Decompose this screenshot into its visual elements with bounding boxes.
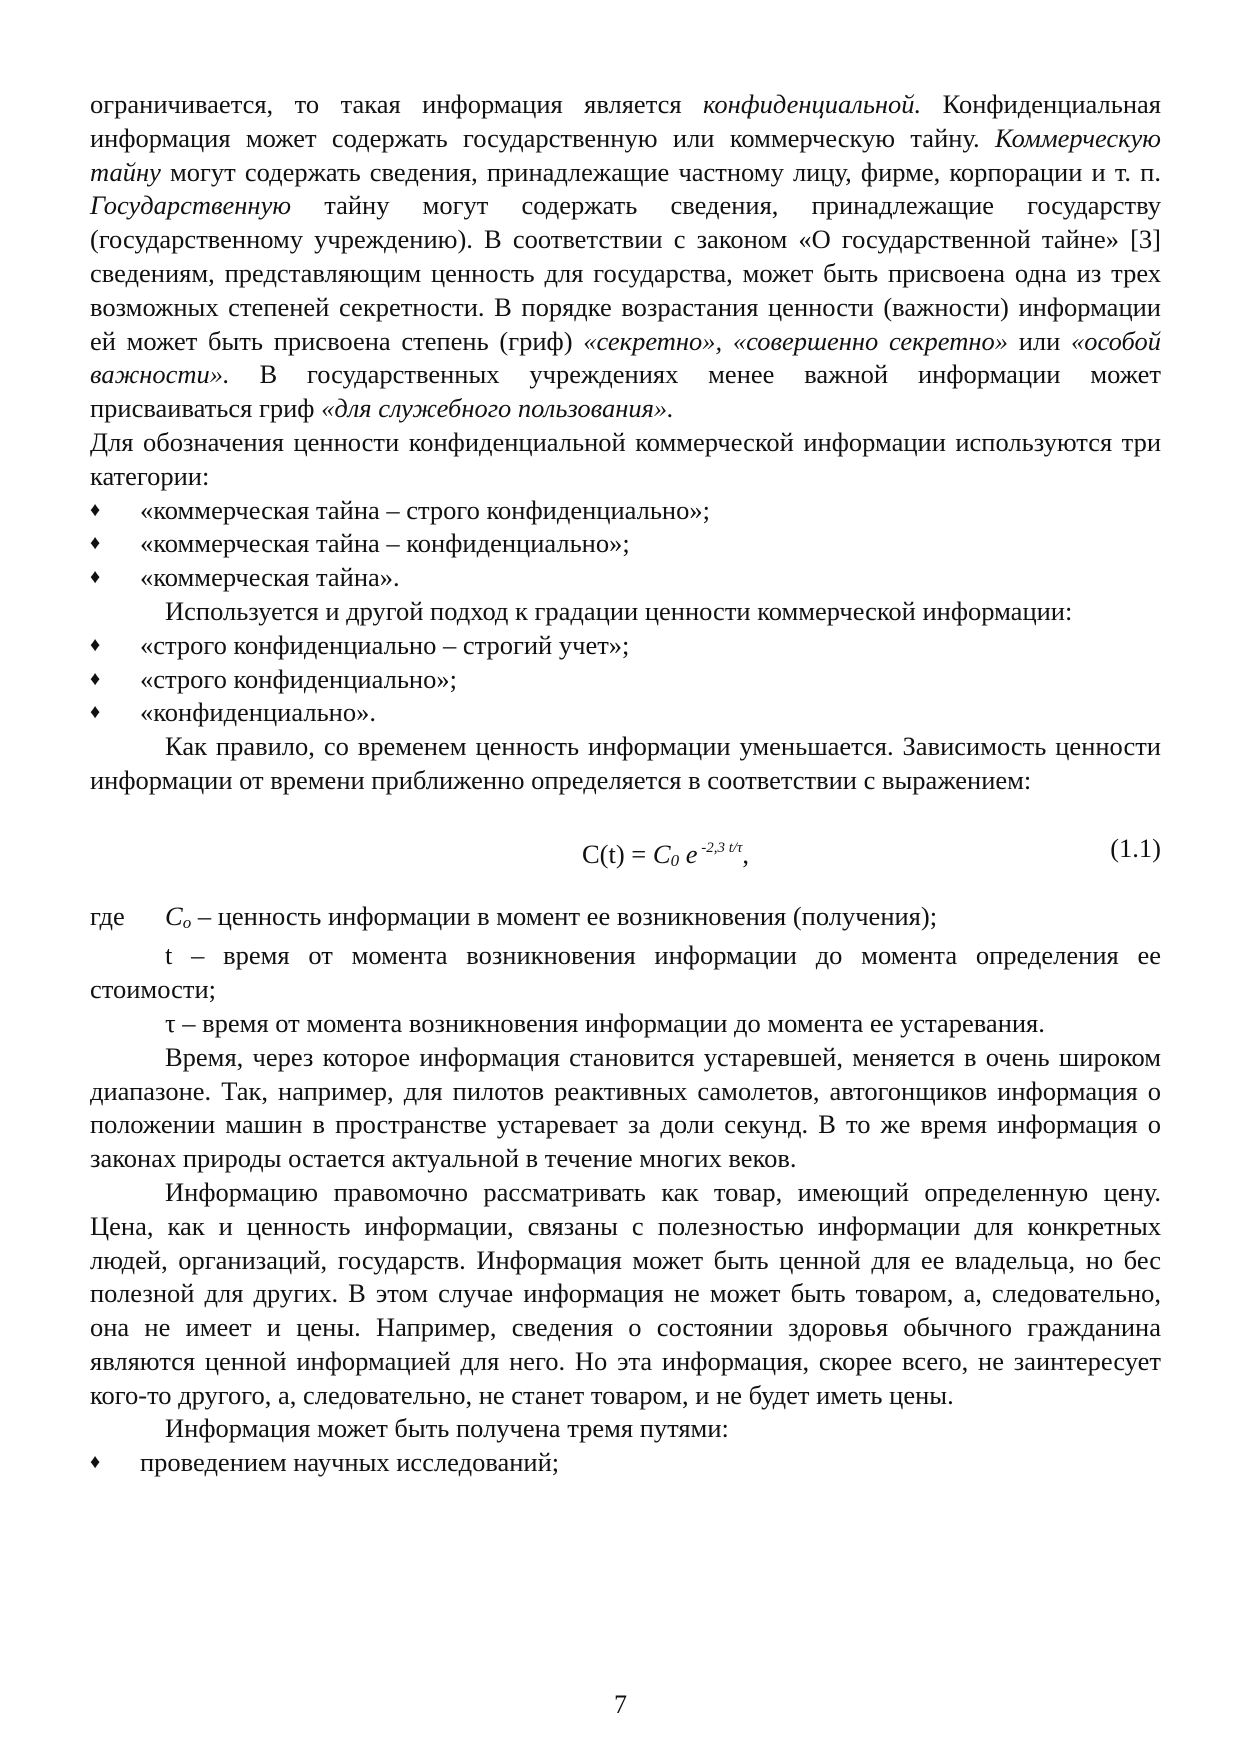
list-gradations — [90, 629, 1161, 730]
list-item-text: «конфиденциально». — [140, 697, 376, 728]
list-item — [90, 494, 1161, 528]
symbol-subscript: o — [182, 912, 192, 932]
diamond-bullet-icon: ♦ — [90, 1451, 101, 1474]
formula-exponent: -2,3 t/τ — [697, 839, 743, 856]
diamond-bullet-icon: ♦ — [90, 701, 101, 724]
list-item — [90, 696, 1161, 730]
text: В государственных учреждениях менее важной информации может присваиваться гриф — [90, 359, 1161, 424]
emphasis: Государственную — [90, 190, 292, 221]
formula-1-1 — [90, 832, 1161, 870]
list-item-text: «строго конфиденциально – строгий учет»; — [140, 629, 630, 660]
emphasis: «секретно», «совершенно секретно» — [583, 325, 1009, 356]
where-label: где — [90, 900, 125, 931]
list-item — [90, 1446, 1161, 1480]
diamond-bullet-icon: ♦ — [90, 532, 101, 555]
paragraph-value-decay: Как правило, со временем ценность информации уменьшается. Зависимость ценности информации от времени приближенно определяется в соответствии с выражением: — [90, 731, 1161, 795]
paragraph-information-as-goods: Информацию правомочно рассматривать как товар, имеющий определенную цену. Цена, как и ценность информации, связаны с полезностью информации для конкретных людей, организаций, государств. Информация может быть ценной для ее владельца, но бес полезной для других. В этом случае информация не может быть товаром, а, следовательно, она не имеет и цены. Например, сведения о состоянии здоровья обычного гражданина являются ценной информацией для него. Но эта информация, скорее всего, не заинтересует кого-то другого, а, следовательно, не станет товаром, и не будет иметь цены. — [90, 1176, 1161, 1410]
list-item-text: «коммерческая тайна – строго конфиденциально»; — [140, 494, 710, 525]
paragraph-categories-intro: Для обозначения ценности конфиденциальной коммерческой информации используются три категории: — [90, 426, 1161, 491]
list-item — [90, 629, 1161, 663]
where-c0-text — [165, 900, 937, 940]
formula-expression — [582, 832, 749, 878]
list-item-text: «строго конфиденциально»; — [140, 663, 457, 694]
list-item — [90, 663, 1161, 697]
emphasis: Коммерческую тайну — [90, 122, 1161, 187]
diamond-bullet-icon: ♦ — [90, 667, 101, 690]
emphasis: конфиденциальной. — [703, 89, 922, 119]
diamond-bullet-icon: ♦ — [90, 633, 101, 656]
list-item-text: «коммерческая тайна – конфиденциально»; — [140, 528, 630, 559]
formula-lhs: C(t) = — [582, 838, 653, 869]
formula-c0: C — [652, 838, 671, 869]
list-item — [90, 527, 1161, 561]
text: ограничивается, то такая информация является — [90, 89, 704, 119]
paragraph-obsolescence: Время, через которое информация становится устаревшей, меняется в очень широком диапазоне. Так, например, для пилотов реактивных самолетов, автогонщиков информация о положении машин в пространстве устаревает за доли секунд. В то же время информация о законах природы остается актуальной в течение многих веков. — [90, 1041, 1161, 1174]
list-categories — [90, 494, 1161, 595]
where-c0 — [90, 900, 1161, 940]
paragraph-confidential-info — [90, 88, 1161, 426]
text: или — [1008, 325, 1072, 356]
where-c0-desc: – ценность информации в момент ее возникновения (получения); — [191, 900, 938, 931]
paragraph-three-ways: Информация может быть получена тремя путями: — [165, 1413, 729, 1444]
text: могут содержать сведения, принадлежащие частному лицу, фирме, корпорации и т. п. — [160, 156, 1161, 187]
list-item-text: проведением научных исследований; — [140, 1447, 560, 1478]
where-t: t – время от момента возникновения информации до момента определения ее стоимости; — [90, 940, 1161, 1005]
formula-c0-subscript: 0 — [670, 850, 680, 870]
list-item-text: «коммерческая тайна». — [140, 562, 400, 593]
emphasis: «для служебного пользования». — [321, 393, 674, 424]
where-tau: τ – время от момента возникновения информации до момента ее устаревания. — [165, 1007, 1045, 1038]
symbol-c: C — [165, 900, 183, 931]
list-item — [90, 561, 1161, 595]
paragraph-other-approach: Используется и другой подход к градации ценности коммерческой информации: — [165, 595, 1073, 626]
formula-comma: , — [742, 838, 750, 869]
list-ways — [90, 1446, 1161, 1480]
diamond-bullet-icon: ♦ — [90, 498, 101, 521]
emphasis: «особой важности». — [90, 325, 1162, 390]
formula-e: e — [679, 838, 698, 869]
document-page — [90, 88, 1161, 1480]
text: тайну могут содержать сведения, принадлежащие государству (государственному учреждению). В соответствии с законом «О государственной тайне» [3] сведениям, представляющим ценность для государства, может быть присвоена одна из трех возможных степеней секретности. В порядке возрастания ценности (важности) информации ей может быть присвоена степень (гриф) — [90, 190, 1161, 356]
formula-number: (1.1) — [1110, 832, 1161, 863]
page-number: 7 — [614, 1690, 627, 1719]
text: Конфиденциальная информация может содержать государственную или коммерческую тайну. — [90, 89, 1161, 153]
diamond-bullet-icon: ♦ — [90, 566, 101, 589]
